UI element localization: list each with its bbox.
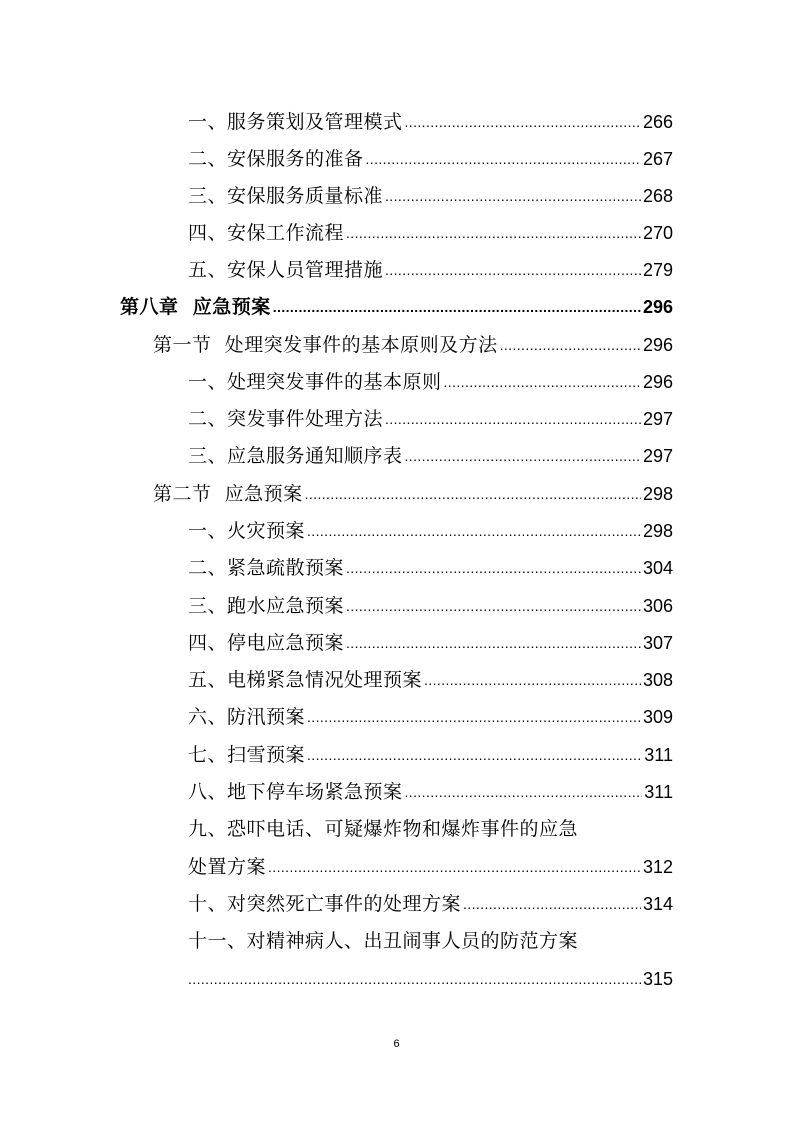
toc-entry-title: 十、对突然死亡事件的处理方案 (188, 893, 462, 915)
leader-dots (346, 222, 641, 244)
leader-dots (307, 520, 641, 542)
toc-section-entry[interactable] (153, 326, 673, 356)
toc-entry-title: 三、安保服务质量标准 (188, 185, 384, 207)
toc-entry-page: 309 (642, 707, 673, 727)
leader-dots (305, 483, 641, 505)
toc-entry[interactable] (188, 512, 673, 542)
toc-entry-page: 298 (642, 484, 673, 504)
toc-entry[interactable] (188, 103, 673, 133)
leader-dots (405, 111, 641, 133)
toc-entry-page: 308 (642, 670, 673, 690)
toc-entry[interactable] (188, 363, 673, 393)
toc-entry-page: 304 (642, 558, 673, 578)
toc-entry[interactable] (188, 251, 673, 281)
toc-entry-title: 一、服务策划及管理模式 (188, 111, 403, 133)
toc-entry-title-line1[interactable]: 九、恐吓电话、可疑爆炸物和爆炸事件的应急 (188, 818, 579, 840)
toc-entry-page: 311 (644, 745, 673, 765)
toc-entry[interactable] (188, 214, 673, 244)
toc-entry[interactable] (188, 885, 673, 915)
toc-entry[interactable] (188, 661, 673, 691)
toc-entry-title: 四、停电应急预案 (188, 632, 345, 654)
toc-entry-title: 一、处理突发事件的基本原则 (188, 371, 442, 393)
toc-entry[interactable] (188, 736, 673, 766)
leader-dots (346, 632, 641, 654)
toc-entry-page: 266 (642, 112, 673, 132)
leader-dots (307, 744, 642, 766)
toc-entry-page: 312 (642, 857, 673, 877)
toc-chapter-entry[interactable] (120, 288, 673, 318)
toc-entry-page: 270 (642, 223, 673, 243)
toc-entry[interactable] (188, 549, 673, 579)
leader-dots (405, 445, 641, 467)
toc-entry-title: 六、防汛预案 (188, 706, 306, 728)
toc-entry-title: 三、应急服务通知顺序表 (188, 445, 403, 467)
toc-entry-page: 314 (642, 894, 673, 914)
toc-entry-page: 307 (642, 633, 673, 653)
leader-dots (268, 856, 641, 878)
toc-section-entry[interactable] (153, 475, 673, 505)
toc-entry-title: 五、电梯紧急情况处理预案 (188, 669, 423, 691)
leader-dots (273, 296, 641, 318)
toc-entry-page: 296 (642, 297, 673, 317)
leader-dots (444, 371, 641, 393)
toc-entry-title: 八、地下停车场紧急预案 (188, 781, 403, 803)
leader-dots (385, 408, 641, 430)
leader-dots (385, 259, 641, 281)
toc-entry-title: 第八章 应急预案 (120, 296, 271, 318)
leader-dots (385, 185, 641, 207)
toc-entry-title: 五、安保人员管理措施 (188, 259, 384, 281)
toc-entry-page: 297 (642, 446, 673, 466)
toc-entry-page: 296 (642, 335, 673, 355)
toc-entry-title: 第一节 处理突发事件的基本原则及方法 (153, 334, 498, 356)
leader-dots (405, 781, 643, 803)
toc-entry[interactable] (188, 698, 673, 728)
toc-entry-title-line2: 处置方案 (188, 856, 267, 878)
toc-entry-page: 306 (642, 596, 673, 616)
toc-entry-title: 四、安保工作流程 (188, 222, 345, 244)
page-number: 6 (393, 1038, 400, 1050)
toc-entry-page: 297 (642, 409, 673, 429)
toc-entry[interactable] (188, 624, 673, 654)
toc-entry-page: 279 (642, 260, 673, 280)
toc-entry-page: 315 (642, 969, 673, 989)
toc-entry[interactable] (188, 587, 673, 617)
toc-entry-page: 311 (644, 782, 673, 802)
toc-entry[interactable] (188, 400, 673, 430)
toc-entry-title: 二、安保服务的准备 (188, 148, 364, 170)
toc-entry[interactable] (188, 773, 673, 803)
leader-dots (500, 334, 641, 356)
toc-entry-title: 二、突发事件处理方法 (188, 408, 384, 430)
toc-entry-title: 第二节 应急预案 (153, 483, 303, 505)
leader-dots (346, 557, 641, 579)
toc-entry[interactable] (188, 960, 673, 990)
toc-entry[interactable] (188, 437, 673, 467)
leader-dots (424, 669, 641, 691)
leader-dots (366, 148, 641, 170)
toc-entry-page: 296 (642, 372, 673, 392)
toc-entry-page: 268 (642, 186, 673, 206)
toc-entry[interactable] (188, 848, 673, 878)
toc-entry-page: 267 (642, 149, 673, 169)
leader-dots (346, 595, 641, 617)
toc-entry[interactable] (188, 140, 673, 170)
toc-entry-title: 一、火灾预案 (188, 520, 306, 542)
leader-dots (188, 968, 641, 990)
toc-entry[interactable] (188, 177, 673, 207)
leader-dots (307, 706, 641, 728)
toc-entry-title: 三、跑水应急预案 (188, 595, 345, 617)
toc-entry-page: 298 (642, 521, 673, 541)
toc-entry-title-line1[interactable]: 十一、对精神病人、出丑闹事人员的防范方案 (188, 930, 579, 952)
toc-entry-title: 七、扫雪预案 (188, 744, 306, 766)
toc-entry-title: 二、紧急疏散预案 (188, 557, 345, 579)
leader-dots (463, 893, 641, 915)
